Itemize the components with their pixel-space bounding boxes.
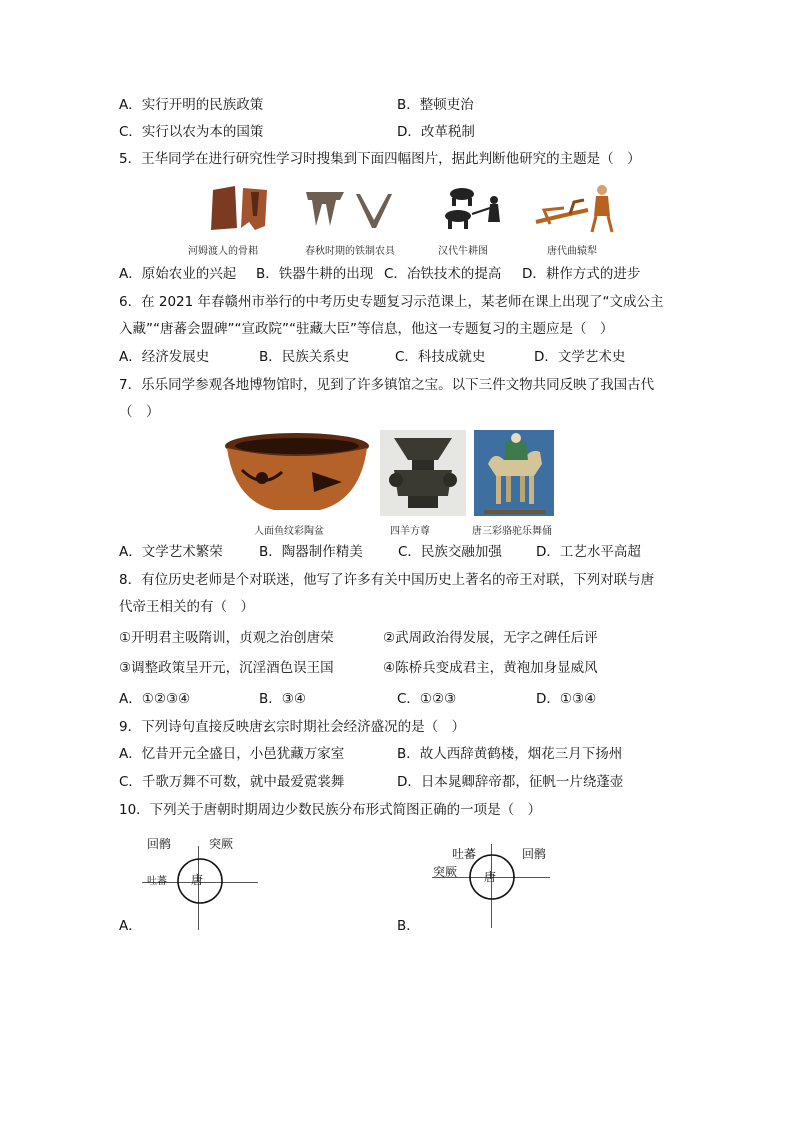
q5-caption-1: 河姆渡人的骨耜	[188, 246, 258, 257]
map-b-tujue-label: 突厥	[433, 865, 458, 879]
q8-option-d: D．①③④	[536, 691, 597, 707]
map-a-huihe-label: 回鹘	[147, 837, 172, 851]
q7-caption-3: 唐三彩骆驼乐舞俑	[472, 526, 552, 537]
q9-option-a: A．忆昔开元全盛日，小邑犹藏万家室	[119, 746, 345, 762]
q6-stem-line2: 入藏”“唐蕃会盟碑”“宣政院”“驻藏大臣”等信息，他这一专题复习的主题应是（ ）	[119, 321, 614, 337]
map-a-tubo-label: 吐蕃	[147, 876, 167, 887]
q9-stem: 9．下列诗句直接反映唐玄宗时期社会经济盛况的是（ ）	[119, 719, 466, 735]
q9-option-d: D．日本晁卿辞帝都，征帆一片绕蓬壶	[397, 774, 624, 790]
q8-option-b: B．③④	[259, 691, 306, 707]
q6-option-b: B．民族关系史	[259, 349, 350, 365]
iron-tools-image	[300, 186, 400, 232]
q8-item-3: ③调整政策呈开元，沉淫酒色误王国	[119, 660, 334, 676]
q6-option-c: C．科技成就史	[395, 349, 486, 365]
tang-camel-figurine-image	[474, 430, 554, 516]
map-b-option-label: B．	[397, 918, 420, 934]
map-a-tujue-label: 突厥	[209, 837, 234, 851]
q5-option-a: A．原始农业的兴起	[119, 266, 237, 282]
tang-curved-plow-image	[530, 180, 620, 236]
painted-pottery-basin-image	[222, 430, 372, 516]
q4-option-b: B．整顿吏治	[397, 97, 474, 113]
q7-stem-line1: 7．乐乐同学参观各地博物馆时，见到了许多镇馆之宝。以下三件文物共同反映了我国古代	[119, 377, 655, 393]
q7-option-d: D．工艺水平高超	[536, 544, 641, 560]
map-b-tubo-label: 吐蕃	[452, 847, 477, 861]
map-a-option-label: A．	[119, 918, 142, 934]
q7-caption-2: 四羊方尊	[390, 526, 430, 537]
q8-option-c: C．①②③	[397, 691, 457, 707]
q6-stem-line1: 6．在 2021 年春赣州市举行的中考历史专题复习示范课上，某老师在课上出现了“文成公主	[119, 294, 664, 310]
q7-stem-line2: （ ）	[119, 404, 160, 420]
q5-option-d: D．耕作方式的进步	[522, 266, 641, 282]
q4-option-d: D．改革税制	[397, 124, 475, 140]
q8-item-1: ①开明君主吸隋训，贞观之治创唐荣	[119, 630, 334, 646]
q5-caption-2: 春秋时期的铁制农具	[305, 246, 395, 257]
q4-option-c: C．实行以农为本的国策	[119, 124, 264, 140]
q6-option-d: D．文学艺术史	[534, 349, 626, 365]
q5-option-b: B．铁器牛耕的出现	[256, 266, 374, 282]
q7-caption-1: 人面鱼纹彩陶盆	[254, 526, 324, 537]
four-goat-zun-image	[380, 430, 466, 516]
q4-option-a: A．实行开明的民族政策	[119, 97, 264, 113]
q6-option-a: A．经济发展史	[119, 349, 210, 365]
q7-option-c: C．民族交融加强	[398, 544, 502, 560]
q7-option-b: B．陶器制作精美	[259, 544, 363, 560]
han-ox-plowing-image	[432, 182, 512, 236]
q10-stem: 10．下列关于唐朝时期周边少数民族分布形式简图正确的一项是（ ）	[119, 802, 542, 818]
map-a-center-label: 唐	[191, 873, 204, 887]
q8-item-2: ②武周政治得发展，无字之碑任后评	[383, 630, 598, 646]
q9-option-c: C．千歌万舞不可数，就中最爱霓裳舞	[119, 774, 345, 790]
map-b-center-label: 唐	[484, 870, 497, 884]
q5-option-c: C．冶铁技术的提高	[384, 266, 502, 282]
q7-option-a: A．文学艺术繁荣	[119, 544, 223, 560]
q5-caption-3: 汉代牛耕图	[438, 246, 488, 257]
q5-caption-4: 唐代曲辕犁	[547, 246, 597, 257]
bone-spade-image	[205, 182, 275, 234]
q8-option-a: A．①②③④	[119, 691, 191, 707]
q5-stem: 5．王华同学在进行研究性学习时搜集到下面四幅图片，据此判断他研究的主题是（ ）	[119, 151, 641, 167]
q8-stem-line2: 代帝王相关的有（ ）	[119, 599, 254, 615]
q8-stem-line1: 8．有位历史老师是个对联迷，他写了许多有关中国历史上著名的帝王对联，下列对联与唐	[119, 572, 655, 588]
map-b-huihe-label: 回鹘	[522, 847, 547, 861]
q8-item-4: ④陈桥兵变成君主，黄袍加身显威风	[383, 660, 598, 676]
q9-option-b: B．故人西辞黄鹤楼，烟花三月下扬州	[397, 746, 623, 762]
